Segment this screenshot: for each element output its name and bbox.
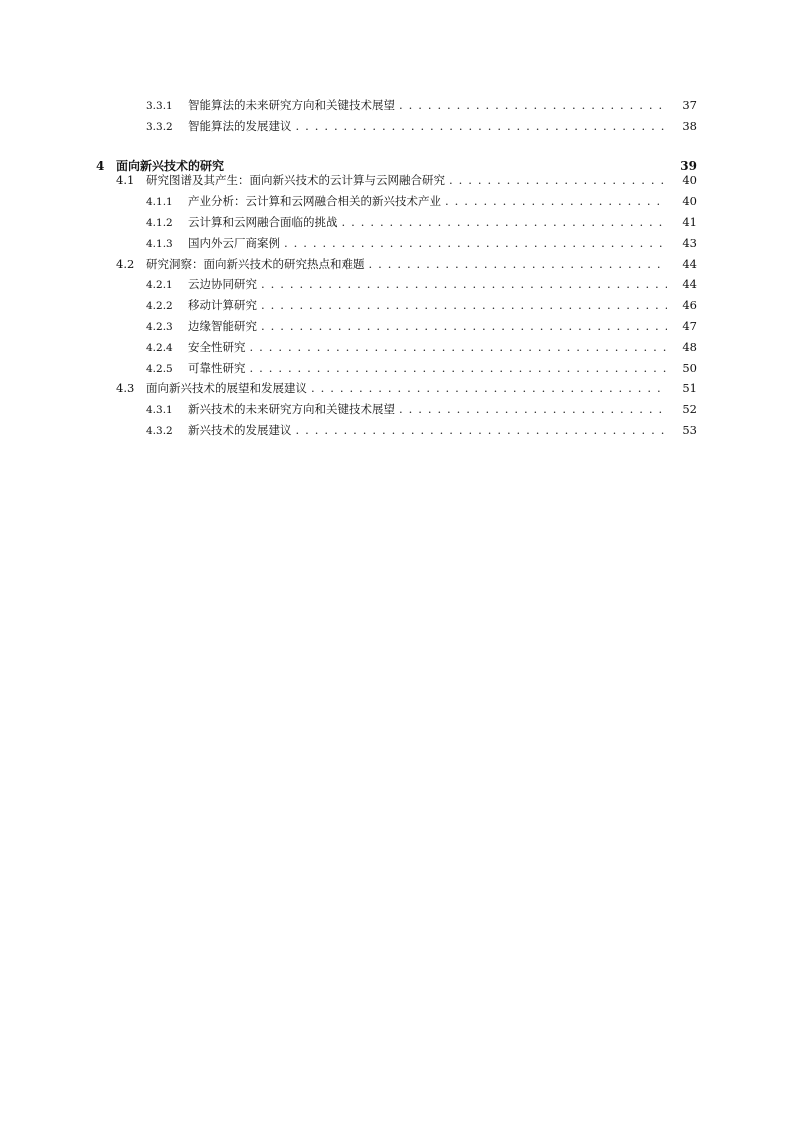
toc-entry-4-3-1[interactable] [96,399,697,420]
toc-entry-title: 边缘智能研究 [188,318,257,333]
toc-entry-title: 新兴技术的未来研究方向和关键技术展望 [188,402,395,417]
dot-leader [228,150,667,171]
dot-leader [449,170,667,191]
toc-entry-page: 53 [682,422,697,437]
toc-entry-page: 52 [682,402,697,417]
dot-leader [399,95,667,116]
toc-entry-title: 研究洞察：面向新兴技术的研究热点和难题 [146,256,365,271]
toc-entry-4-2-5[interactable] [96,358,697,379]
toc-entry-title: 安全性研究 [188,339,246,354]
toc-entry-4-2[interactable] [96,254,697,275]
toc-entry-number: 4.3.1 [146,404,173,417]
dot-leader [250,358,668,379]
toc-entry-page: 39 [680,159,697,174]
toc-entry-3-3-2[interactable] [96,116,697,137]
toc-entry-page: 44 [682,256,697,271]
toc-entry-number: 4.2.2 [146,300,173,313]
toc-entry-page: 46 [682,298,697,313]
toc-entry-title: 智能算法的发展建议 [188,118,292,133]
toc-entry-number: 4.2.3 [146,320,173,333]
toc-entry-page: 43 [682,235,697,250]
toc-entry-number: 4.2.5 [146,362,173,375]
dot-leader [369,254,668,275]
toc-entry-page: 50 [682,360,697,375]
dot-leader [296,116,668,137]
toc-entry-number: 3.3.1 [146,100,173,112]
dot-leader [261,274,667,295]
toc-entry-title: 云边协同研究 [188,277,257,292]
dot-leader [445,191,667,212]
toc-entry-4-3-2[interactable] [96,420,697,441]
dot-leader [342,212,668,233]
toc-entry-page: 44 [682,277,697,292]
toc-entry-number: 4.3 [116,381,135,396]
dot-leader [261,295,667,316]
toc-entry-number: 4.2.4 [146,341,173,354]
toc-entry-title: 国内外云厂商案例 [188,235,280,250]
toc-entry-page: 38 [682,118,697,133]
toc-entry-4-2-1[interactable] [96,274,697,295]
toc-entry-4-1[interactable] [96,170,697,191]
toc-entry-page: 40 [682,194,697,209]
toc-entry-page: 40 [682,173,697,188]
toc-entry-page: 41 [682,214,697,229]
toc-entry-number: 4.1.3 [146,237,173,250]
toc-entry-number: 4.1.2 [146,216,173,229]
toc-entry-4-3[interactable] [96,378,697,399]
dot-leader [311,378,667,399]
toc-entry-4-1-1[interactable] [96,191,697,212]
toc-entry-page: 37 [682,98,697,112]
toc-entry-4-2-2[interactable] [96,295,697,316]
toc-entry-title: 云计算和云网融合面临的挑战 [188,214,338,229]
toc-entry-title: 智能算法的未来研究方向和关键技术展望 [188,98,395,112]
toc-entry-page: 48 [682,339,697,354]
toc-entry-number: 4.2.1 [146,279,173,292]
toc-entry-number: 4.1 [116,173,135,188]
toc-entry-title: 产业分析：云计算和云网融合相关的新兴技术产业 [188,194,441,209]
toc-entry-title: 研究图谱及其产生：面向新兴技术的云计算与云网融合研究 [146,173,445,188]
toc-entry-page: 51 [682,381,697,396]
toc-entry-4-1-3[interactable] [96,233,697,254]
toc-entry-4-2-3[interactable] [96,316,697,337]
dot-leader [284,233,667,254]
toc-entry-4-2-4[interactable] [96,337,697,358]
toc-entry-number: 4 [96,159,105,174]
toc-entry-3-3-1[interactable] [96,95,697,116]
toc-entry-title: 新兴技术的发展建议 [188,422,292,437]
dot-leader [296,420,668,441]
toc-chapter-4[interactable] [96,150,697,174]
dot-leader [250,337,668,358]
toc-entry-title: 面向新兴技术的展望和发展建议 [146,381,307,396]
toc-entry-number: 4.2 [116,256,135,271]
toc-entry-number: 4.3.2 [146,424,173,437]
table-of-contents [96,95,697,441]
dot-leader [399,399,667,420]
toc-entry-4-1-2[interactable] [96,212,697,233]
toc-entry-number: 4.1.1 [146,196,173,209]
toc-entry-title: 移动计算研究 [188,298,257,313]
toc-entry-page: 47 [682,318,697,333]
toc-entry-title: 可靠性研究 [188,360,246,375]
toc-entry-title: 面向新兴技术的研究 [116,159,225,174]
toc-entry-number: 3.3.2 [146,120,173,133]
dot-leader [261,316,667,337]
